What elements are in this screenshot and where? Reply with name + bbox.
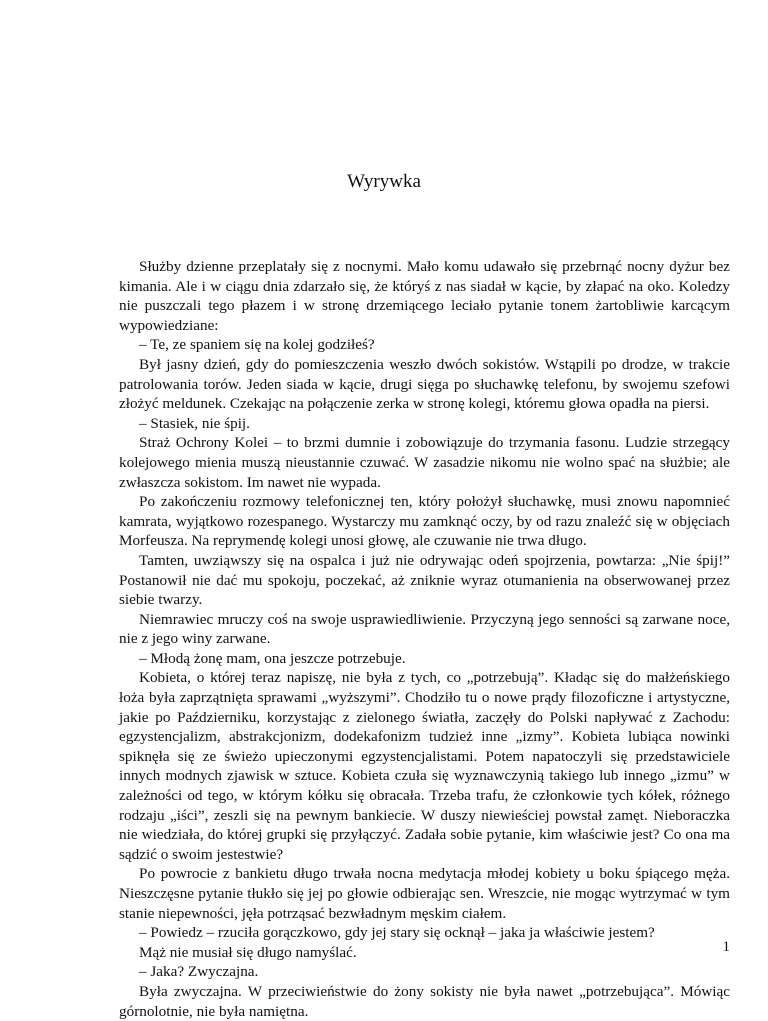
page-number: 1 <box>722 939 730 955</box>
dialogue-line: – Te, ze spaniem się na kolej godziłeś? <box>139 336 375 354</box>
paragraph: Straż Ochrony Kolei – to brzmi dumnie i zobowiązuje do trzymania fasonu. Ludzie strzegący kolejowego mienia muszą nieustannie czuwać. W zasadzie nikomu nie wolno spać na służbie; ale zwłaszcza sokistom. Im nawet nie wypada. <box>119 434 730 491</box>
paragraph: Niemrawiec mruczy coś na swoje usprawiedliwienie. Przyczyną jego senności są zarwane noce, nie z jego winy zarwane. <box>119 610 730 648</box>
dialogue-line: – Jaka? Zwyczajna. <box>139 963 259 981</box>
document-body <box>119 257 730 1021</box>
paragraph: Po zakończeniu rozmowy telefonicznej ten, który położył słuchawkę, musi znowu napomnieć kamrata, wyjątkowo rozespanego. Wystarczy mu zamknąć oczy, by od razu znaleźć się w objęciach Morfeusza. Na reprymendę kolegi unosi głowę, ale czuwanie nie trwa długo. <box>119 493 730 550</box>
dialogue-line: – Młodą żonę mam, ona jeszcze potrzebuje. <box>139 649 406 667</box>
paragraph: Był jasny dzień, gdy do pomieszczenia weszło dwóch sokistów. Wstąpili po drodze, w trakcie patrolowania torów. Jeden siada w kącie, drugi sięga po słuchawkę telefonu, by swojemu szefowi złożyć meldunek. Czekając na połączenie zerka w stronę kolegi, któremu głowa opadła na piersi. <box>119 355 730 413</box>
document-title: Wyrywka <box>347 171 421 192</box>
paragraph: Była zwyczajna. W przeciwieństwie do żony sokisty nie była nawet „potrzebująca”. Mówiąc górnolotnie, nie była namiętna. <box>119 982 730 1020</box>
paragraph: Tamten, uwziąwszy się na ospalca i już nie odrywając odeń spojrzenia, powtarza: „Nie śpij!” Postanowił nie dać mu spokoju, poczekać, aż zniknie wyraz otumanienia na obserwowanej przez siebie twarzy. <box>119 551 730 609</box>
dialogue-line: – Powiedz – rzuciła gorączkowo, gdy jej stary się ocknął – jaka ja właściwie jestem? <box>139 924 655 942</box>
paragraph: Po powrocie z bankietu długo trwała nocna medytacja młodej kobiety u boku śpiącego męża. Nieszczęsne pytanie tłukło się jej po głowie odbierając sen. Wreszcie, nie mogąc wytrzymać w tym stanie niepewności, jęła potrząsać bezwładnym męskim ciałem. <box>119 865 730 922</box>
paragraph: Służby dzienne przeplatały się z nocnymi. Mało komu udawało się przebrnąć nocny dyżur bez kimania. Ale i w ciągu dnia zdarzało się, że któryś z nas siadał w kącie, by złapać na oko. Koledzy nie puszczali tego płazem i w stronę drzemiącego leciało pytanie tonem żartobliwie karcącym wypowiedziane: <box>119 258 730 334</box>
paragraph: Kobieta, o której teraz napiszę, nie była z tych, co „potrzebują”. Kładąc się do małżeńskiego łoża była zaprzątnięta sprawami „wyższymi”. Chodziło tu o nowe prądy filozoficzne i artystyczne, jakie po Październiku, korzystając z zielonego światła, zaczęły do Polski napływać z Zachodu: egzystencjalizm, abstrakcjonizm, dodekafonizm tudzież inne „izmy”. Kobieta lubiąca nowinki spiknęła się ze świeżo upieczonymi egzystencjalistami. Potem napatoczyli się przedstawiciele innych modnych zjawisk w sztuce. Kobieta czuła się wyznawczynią takiego lub innego „izmu” w zależności od tego, w którym kółku się obracała. Trzeba trafu, że członkowie tych kółek, różnego rodzaju „iści”, zeszli się na pewnym bankiecie. W duszy niewieściej powstał zamęt. Nieboraczka nie wiedziała, do której grupki się przyłączyć. Zadała sobie pytanie, kim właściwie jest? Co ona ma sądzić o swoim jestestwie? <box>119 669 730 863</box>
dialogue-line: – Stasiek, nie śpij. <box>139 414 250 432</box>
paragraph: Mąż nie musiał się długo namyślać. <box>139 943 357 961</box>
